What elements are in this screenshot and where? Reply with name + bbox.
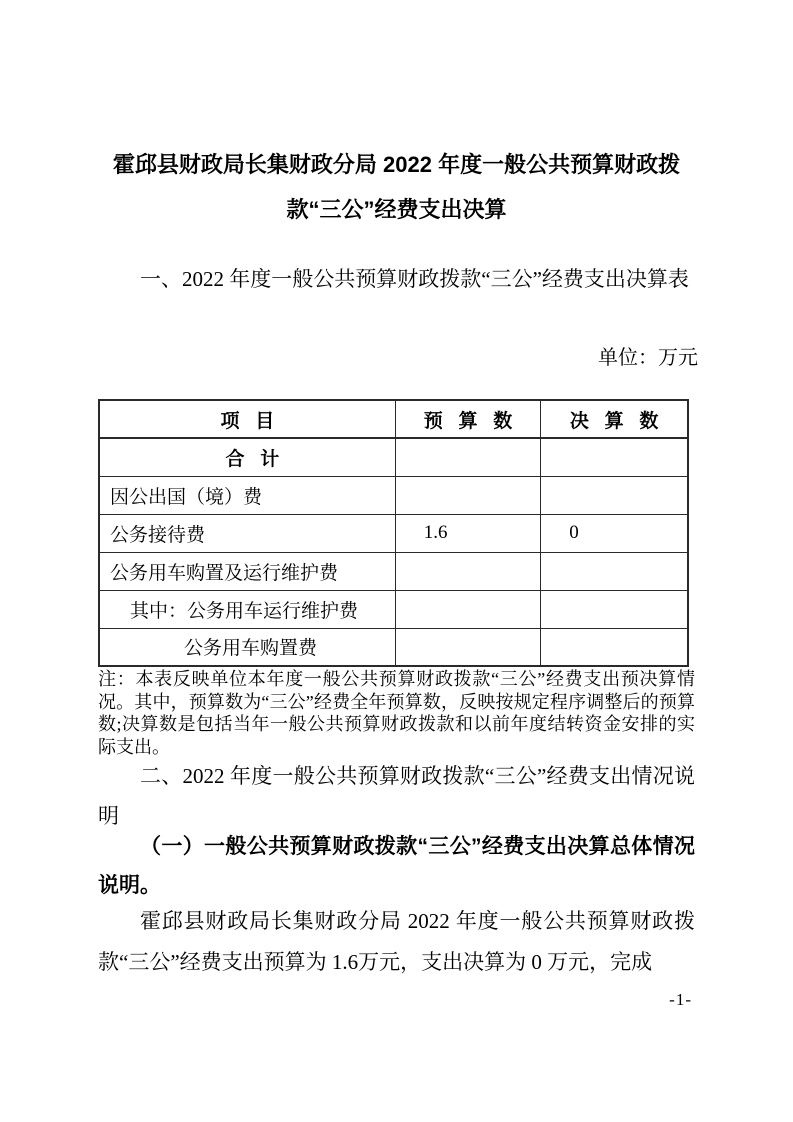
section-1-heading: 一、2022 年度一般公共预算财政拨款“三公”经费支出决算表: [140, 267, 689, 291]
column-header-budget: 预 算 数: [395, 400, 540, 438]
row-item-label: 公务用车购置及运行维护费: [99, 552, 395, 590]
document-title: 霍邱县财政局长集财政分局 2022 年度一般公共预算财政拨款“三公”经费支出决算: [112, 152, 681, 222]
unit-label: 单位：万元: [598, 347, 698, 369]
table-row-vehicle-purchase-expense: [99, 628, 688, 666]
row-final-value: [541, 628, 688, 666]
table-header-row: [99, 400, 688, 438]
row-final-value: [541, 590, 688, 628]
table-row-vehicle-total-expense: [99, 552, 688, 590]
table-row-vehicle-operation-expense: [99, 590, 688, 628]
row-budget-value: [395, 552, 540, 590]
row-budget-value: [395, 476, 540, 514]
table-row-total: [99, 438, 688, 476]
table-row-reception-expense: [99, 514, 688, 552]
row-item-label: 合 计: [99, 438, 395, 476]
row-final-value: [541, 438, 688, 476]
row-budget-value: [395, 590, 540, 628]
table-row-abroad-expense: [99, 476, 688, 514]
row-final-value: [541, 476, 688, 514]
row-item-label: 其中：公务用车运行维护费: [99, 590, 395, 628]
body-paragraph: 霍邱县财政局长集财政分局 2022 年度一般公共预算财政拨款“三公”经费支出预算为 1.6万元，支出决算为 0 万元，完成: [98, 909, 695, 974]
table-note: 注：本表反映单位本年度一般公共预算财政拨款“三公”经费支出预决算情况。其中，预算数为“三公”经费全年预算数，反映按规定程序调整后的预算数;决算数是包括当年一般公共预算财政拨款和以前年度结转资金安排的实际支出。: [98, 669, 695, 757]
row-final-value: 0: [541, 514, 688, 552]
expenditure-table-container: [98, 399, 689, 667]
row-budget-value: [395, 438, 540, 476]
page-number: -1-: [669, 990, 692, 1009]
row-item-label: 公务接待费: [99, 514, 395, 552]
row-final-value: [541, 552, 688, 590]
subsection-1-heading: （一）一般公共预算财政拨款“三公”经费支出决算总体情况说明。: [98, 835, 695, 897]
row-item-label: 因公出国（境）费: [99, 476, 395, 514]
three-public-expense-table: [98, 399, 689, 667]
row-budget-value: 1.6: [395, 514, 540, 552]
row-budget-value: [395, 628, 540, 666]
section-2-heading: 二、2022 年度一般公共预算财政拨款“三公”经费支出情况说明: [98, 764, 695, 828]
row-item-label: 公务用车购置费: [99, 628, 395, 666]
column-header-final: 决 算 数: [541, 400, 688, 438]
column-header-item: 项 目: [99, 400, 395, 438]
